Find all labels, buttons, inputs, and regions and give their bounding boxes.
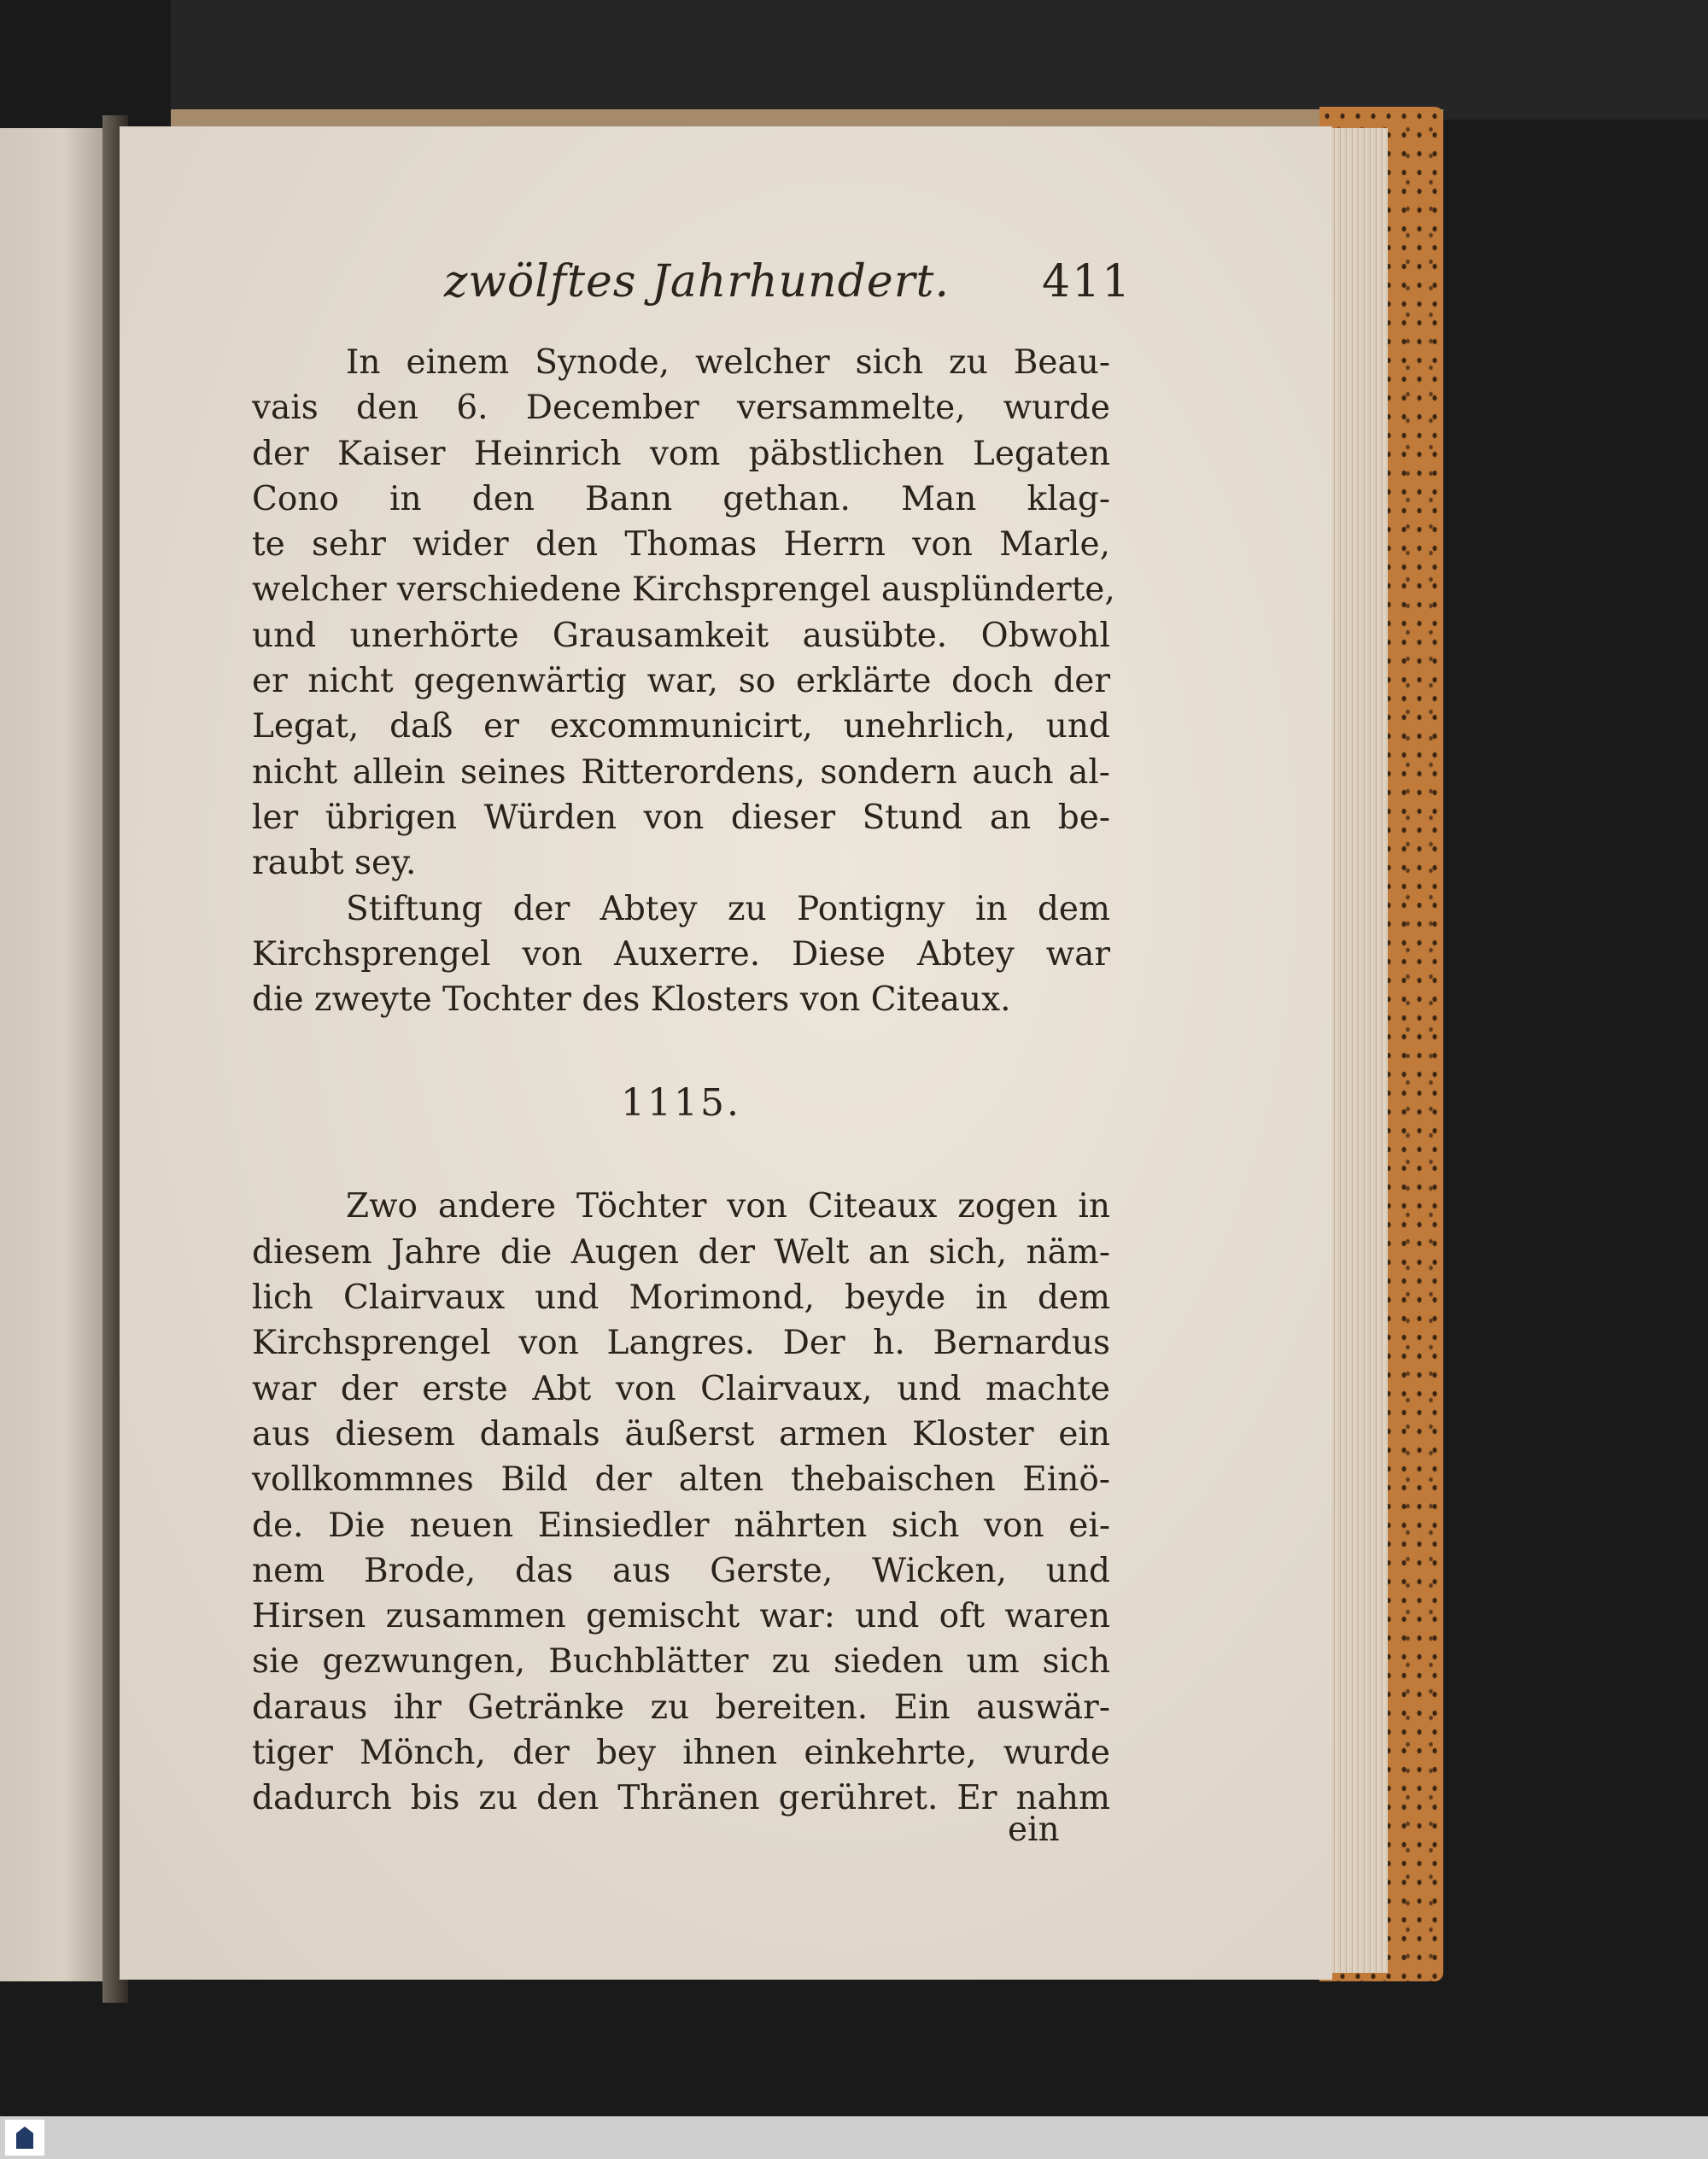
text-line: sie gezwungen, Buchblätter zu sieden um sich — [252, 1642, 1110, 1682]
library-logo — [5, 2120, 44, 2156]
text-line: die zweyte Tochter des Klosters von Citeaux. — [252, 980, 1011, 1020]
viewer-bottom-bar — [0, 2116, 1708, 2159]
text-line: Zwo andere Töchter von Citeaux zogen in — [346, 1187, 1110, 1226]
left-page-edge — [0, 128, 115, 1981]
running-head-title: zwölftes Jahrhundert. — [444, 256, 950, 307]
year-heading: 1115. — [621, 1081, 741, 1126]
text-line: Cono in den Bann gethan. Man klag- — [252, 479, 1110, 518]
catchword: ein — [1008, 1811, 1060, 1849]
text-line: lich Clairvaux und Morimond, beyde in dem — [252, 1278, 1110, 1318]
text-line: der Kaiser Heinrich vom päbstlichen Legaten — [252, 434, 1110, 473]
text-line: Stiftung der Abtey zu Pontigny in dem — [346, 889, 1110, 928]
paragraph-synod — [252, 340, 1115, 886]
text-line: vollkommnes Bild der alten thebaischen Einö- — [252, 1460, 1110, 1500]
body-text — [252, 340, 1115, 1822]
text-line: Hirsen zusammen gemischt war: und oft waren — [252, 1597, 1110, 1636]
text-line: vais den 6. December versammelte, wurde — [252, 389, 1110, 428]
building-icon — [16, 2127, 33, 2149]
text-line: daraus ihr Getränke zu bereiten. Ein auswär- — [252, 1688, 1110, 1727]
text-line: aus diesem damals äußerst armen Kloster ein — [252, 1414, 1110, 1454]
text-line: de. Die neuen Einsiedler nährten sich von ei- — [252, 1506, 1110, 1545]
text-line: Legat, daß er excommunicirt, unehrlich, und — [252, 707, 1110, 746]
text-line: und unerhörte Grausamkeit ausübte. Obwohl — [252, 616, 1110, 655]
text-line: te sehr wider den Thomas Herrn von Marle, — [252, 525, 1110, 565]
text-line: In einem Synode, welcher sich zu Beau- — [346, 343, 1110, 382]
text-line: welcher verschiedene Kirchsprengel ausplünderte, — [252, 570, 1115, 610]
text-line: raubt sey. — [252, 844, 417, 883]
text-line: nem Brode, das aus Gerste, Wicken, und — [252, 1551, 1110, 1590]
text-line: er nicht gegenwärtig war, so erklärte doch der — [252, 662, 1110, 701]
text-line: dadurch bis zu den Thränen gerühret. Er nahm — [252, 1779, 1110, 1818]
text-line: ler übrigen Würden von dieser Stund an be- — [252, 798, 1110, 837]
text-line: Kirchsprengel von Auxerre. Diese Abtey war — [252, 934, 1110, 974]
backdrop — [171, 0, 1708, 120]
running-head — [444, 248, 1213, 325]
paragraph-clairvaux — [252, 1184, 1110, 1821]
text-line: diesem Jahre die Augen der Welt an sich, näm- — [252, 1232, 1110, 1272]
text-line: Kirchsprengel von Langres. Der h. Bernardus — [252, 1324, 1110, 1363]
text-line: war der erste Abt von Clairvaux, und machte — [252, 1369, 1110, 1408]
paragraph-pontigny — [252, 886, 1110, 1023]
text-line: tiger Mönch, der bey ihnen einkehrte, wurde — [252, 1734, 1110, 1773]
page-number: 411 — [1042, 256, 1132, 307]
text-line: nicht allein seines Ritterordens, sondern auch al- — [252, 752, 1110, 792]
